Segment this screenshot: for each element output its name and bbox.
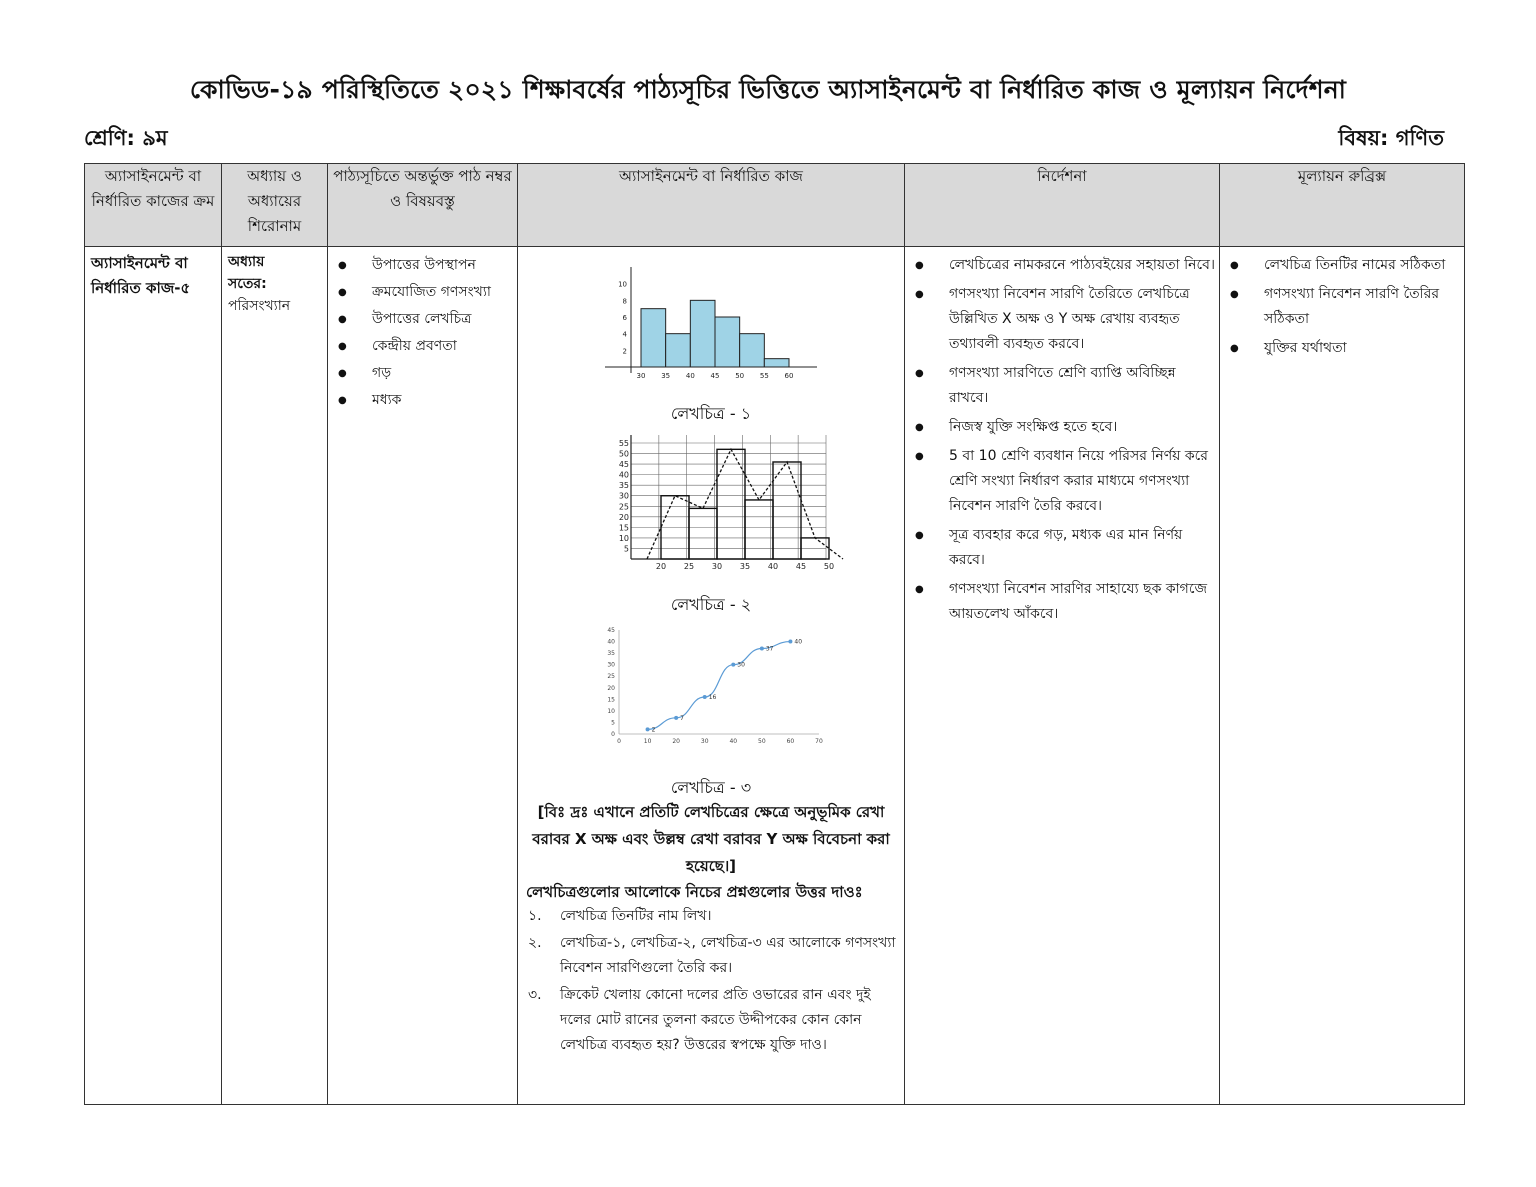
topic-item: ● মধ্যক [338, 388, 517, 413]
data-point [646, 727, 650, 731]
question-number: ৩. [528, 987, 542, 1003]
x-tick-label: 35 [661, 372, 671, 380]
histogram-bar [689, 508, 717, 559]
x-tick-label: 40 [767, 562, 779, 571]
topics-cell [328, 247, 518, 1105]
x-tick-label: 55 [759, 372, 769, 380]
data-label: 2 [651, 726, 656, 734]
question-text: লেখচিত্র-১, লেখচিত্র-২, লেখচিত্র-৩ এর আলোকে গণসংখ্যা নিবেশন সারণিগুলো তৈরি কর। [560, 935, 896, 976]
page-title: কোভিড-১৯ পরিস্থিতিতে ২০২১ শিক্ষাবর্ষের পাঠ্যসূচির ভিত্তিতে অ্যাসাইনমেন্ট বা নির্ধারিত কাজ ও মূল্যায়ন নির্দেশনা [189, 75, 1347, 104]
figure-caption-3: লেখচিত্র - ৩ [670, 778, 752, 797]
chapter-title: পরিসংখ্যান [228, 298, 291, 314]
rubric-item: ● লেখচিত্র তিনটির নামের সঠিকতা [1230, 253, 1464, 278]
y-tick-label: 15 [618, 523, 629, 533]
figure-caption-1: লেখচিত্র - ১ [670, 404, 752, 423]
y-tick-label: 0 [611, 731, 615, 738]
data-label: 7 [680, 714, 684, 722]
instruction-item: ● নিজস্ব যুক্তি সংক্ষিপ্ত হতে হবে। [915, 415, 1219, 440]
questions-heading: লেখচিত্রগুলোর আলোকে নিচের প্রশ্নগুলোর উত্তর দাওঃ [526, 883, 863, 901]
histogram-bar [690, 300, 715, 367]
question-text: ক্রিকেট খেলায় কোনো দলের প্রতি ওভারের রান এবং দুই দলের মোট রানের তুলনা করতে উদ্দীপকের কোন কোন লেখচিত্র ব্যবহৃত হয়? উত্তরের স্বপক্ষে যুক্তি দাও। [560, 987, 871, 1053]
y-tick-label: 2 [622, 347, 627, 356]
data-point [731, 663, 735, 667]
y-tick-label: 40 [607, 638, 615, 646]
figure-note: [বিঃ দ্রঃ এখানে প্রতিটি লেখচিত্রের ক্ষেত্রে অনুভূমিক রেখা বরাবর X অক্ষ এবং উল্লম্ব রেখা বরাবর Y অক্ষ বিবেচনা করা হয়েছে।] [532, 803, 890, 875]
topic-item: ● কেন্দ্রীয় প্রবণতা [338, 334, 517, 359]
x-tick-label: 30 [636, 372, 646, 380]
x-tick-label: 30 [711, 562, 723, 571]
rubric-item: ● যুক্তির যর্থাথতা [1230, 336, 1464, 361]
ogive-curve [648, 642, 791, 730]
x-tick-label: 10 [643, 738, 652, 745]
data-label: 40 [794, 638, 803, 646]
y-tick-label: 6 [622, 314, 627, 322]
y-tick-label: 10 [607, 707, 615, 715]
data-label: 37 [765, 645, 774, 653]
instruction-item: ● লেখচিত্রের নামকরনে পাঠ্যবইয়ের সহায়তা নিবে। [915, 253, 1219, 278]
header-row [85, 164, 1465, 247]
x-tick-label: 50 [823, 562, 835, 571]
chapter-cell [222, 247, 328, 1105]
instructions-cell [905, 247, 1220, 1105]
y-tick-label: 45 [607, 627, 615, 634]
x-tick-label: 30 [700, 738, 709, 745]
data-point [703, 695, 707, 699]
y-tick-label: 30 [618, 491, 629, 501]
histogram-bar [773, 462, 801, 559]
y-tick-label: 35 [618, 481, 629, 491]
data-label: 30 [737, 661, 745, 669]
x-tick-label: 40 [685, 372, 695, 380]
histogram-bar [745, 500, 773, 559]
x-tick-label: 60 [786, 738, 795, 745]
y-tick-label: 45 [618, 460, 629, 470]
y-tick-label: 25 [618, 502, 629, 512]
header-cell: অধ্যায় ও অধ্যায়ের শিরোনাম [222, 164, 328, 247]
x-tick-label: 35 [739, 562, 751, 571]
instruction-item: ● 5 বা 10 শ্রেণি ব্যবধান নিয়ে পরিসর নির্ণয় করে শ্রেণি সংখ্যা নির্ধারণ করার মাধ্যমে গণসংখ্যা নিবেশন সারণি তৈরি করবে। [915, 444, 1219, 519]
header-cell: নির্দেশনা [905, 164, 1220, 247]
assignment-number: অ্যাসাইনমেন্ট বা নির্ধারিত কাজ-৫ [85, 247, 222, 1105]
x-tick-label: 70 [815, 738, 823, 745]
ogive-chart [581, 624, 841, 759]
chapter-label: অধ্যায় [228, 254, 265, 270]
question-text: লেখচিত্র তিনটির নাম লিখ। [560, 908, 712, 924]
x-tick-label: 50 [735, 372, 745, 380]
histogram-bar [666, 334, 691, 367]
y-tick-label: 5 [611, 719, 615, 727]
y-tick-label: 35 [607, 650, 615, 658]
histogram-polygon-chart [591, 431, 835, 576]
question-item [526, 931, 896, 981]
x-tick-label: 60 [784, 372, 794, 380]
y-tick-label: 15 [607, 696, 615, 704]
x-tick-label: 0 [617, 738, 621, 745]
header-cell: পাঠ্যসূচিতে অন্তর্ভুক্ত পাঠ নম্বর ও বিষয়বস্তু [328, 164, 518, 247]
chapter-number: সতের: [228, 276, 267, 292]
x-tick-label: 25 [683, 562, 695, 571]
x-tick-label: 50 [758, 738, 766, 745]
data-point [760, 646, 764, 650]
header-cell: মূল্যায়ন রুব্রিক্স [1220, 164, 1465, 247]
y-tick-label: 40 [618, 470, 629, 480]
question-item [526, 904, 896, 929]
subject-label: বিষয়: গণিত [1338, 126, 1444, 150]
topic-item: ● উপাত্তের উপস্থাপন [338, 253, 517, 278]
x-tick-label: 45 [710, 372, 720, 380]
y-tick-label: 10 [618, 280, 627, 289]
x-tick-label: 20 [672, 738, 680, 745]
question-number: ১. [528, 908, 542, 924]
y-tick-label: 25 [607, 673, 615, 681]
assignment-table [84, 163, 1465, 1105]
y-tick-label: 55 [618, 439, 629, 448]
rubric-item: ● গণসংখ্যা নিবেশন সারণি তৈরির সঠিকতা [1230, 282, 1464, 332]
rubrics-cell [1220, 247, 1465, 1105]
instruction-item: ● গণসংখ্যা নিবেশন সারণি তৈরিতে লেখচিত্রে উল্লিখিত X অক্ষ ও Y অক্ষ রেখায় ব্যবহৃত তথ্যাবলী ব্যবহৃত করবে। [915, 282, 1219, 357]
data-point [674, 716, 678, 720]
histogram-bar [715, 317, 740, 367]
histogram-chart [601, 259, 821, 391]
x-tick-label: 20 [655, 562, 667, 571]
question-item [526, 983, 896, 1058]
y-tick-label: 5 [623, 544, 629, 554]
assignment-cell [518, 247, 905, 1105]
x-tick-label: 45 [795, 562, 807, 571]
class-label: শ্রেণি: ৯ম [84, 126, 168, 150]
topic-item: ● গড় [338, 361, 517, 386]
instruction-item: ● সূত্র ব্যবহার করে গড়, মধ্যক এর মান নির্ণয় করবে। [915, 523, 1219, 573]
data-label: 16 [708, 694, 717, 702]
histogram-bar [641, 309, 666, 367]
topic-item: ● ক্রমযোজিত গণসংখ্যা [338, 280, 517, 305]
y-tick-label: 50 [618, 449, 629, 459]
y-tick-label: 8 [622, 297, 627, 306]
y-tick-label: 4 [622, 330, 627, 339]
histogram-bar [740, 334, 765, 367]
header-cell: অ্যাসাইনমেন্ট বা নির্ধারিত কাজ [518, 164, 905, 247]
histogram-bar [717, 449, 745, 559]
header-cell: অ্যাসাইনমেন্ট বা নির্ধারিত কাজের ক্রম [85, 164, 222, 247]
data-point [788, 640, 792, 644]
y-tick-label: 20 [607, 684, 615, 692]
histogram-bar [764, 359, 789, 367]
question-number: ২. [528, 935, 542, 951]
instruction-item: ● গণসংখ্যা সারণিতে শ্রেণি ব্যাপ্তি অবিচ্ছিন্ন রাখবে। [915, 361, 1219, 411]
topic-item: ● উপাত্তের লেখচিত্র [338, 307, 517, 332]
instruction-item: ● গণসংখ্যা নিবেশন সারণির সাহায্যে ছক কাগজে আয়তলেখ আঁকবে। [915, 577, 1219, 627]
y-tick-label: 30 [607, 661, 615, 669]
x-tick-label: 40 [729, 738, 738, 745]
content-row [85, 247, 1465, 1105]
y-tick-label: 20 [618, 512, 629, 522]
y-tick-label: 10 [618, 533, 629, 543]
figure-caption-2: লেখচিত্র - ২ [670, 595, 752, 614]
